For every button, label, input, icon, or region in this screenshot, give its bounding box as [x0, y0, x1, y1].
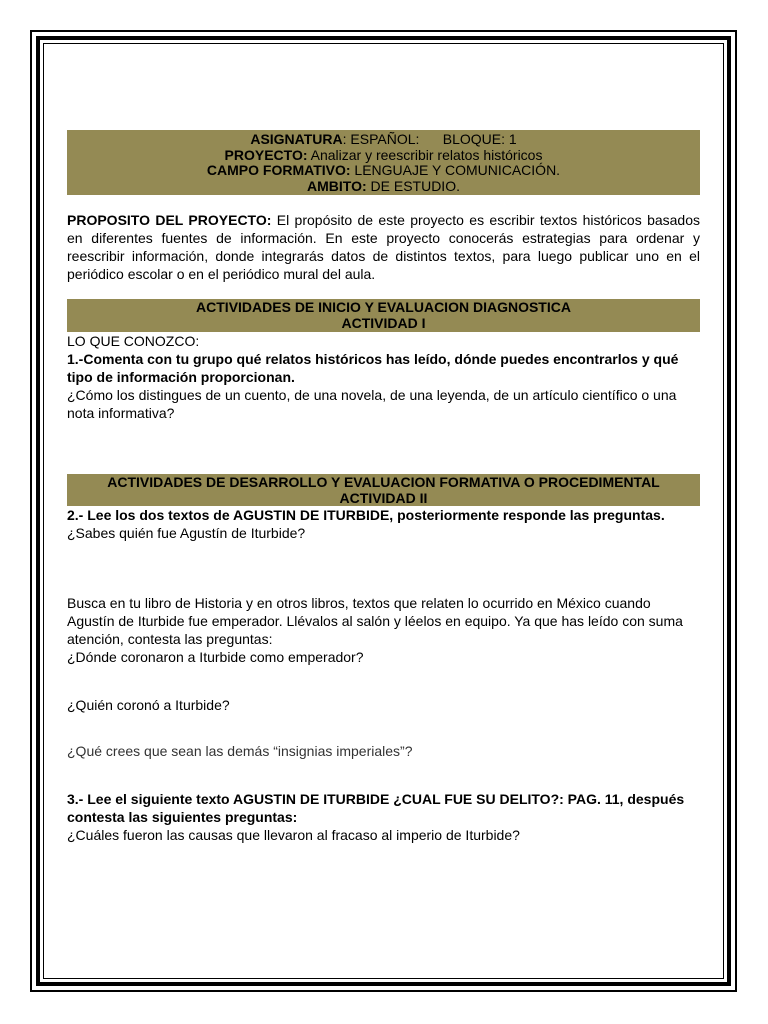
question-2-b: ¿Dónde coronaron a Iturbide como emperador?: [67, 649, 364, 665]
question-3-a: ¿Cuáles fueron las causas que llevaron al fracaso al imperio de Iturbide?: [67, 827, 520, 843]
question-2-c: ¿Quién coronó a Iturbide?: [67, 697, 230, 713]
section2-subtitle: ACTIVIDAD II: [339, 489, 428, 506]
purpose-paragraph: PROPOSITO DEL PROYECTO: El propósito de este proyecto es escribir textos históricos basados en diferentes fuentes de información. En este proyecto conocerás estrategias para ordenar y reescribir información, donde integrarás datos de distintos textos, para luego publicar uno en el periódico escolar o en el periódico mural del aula.: [67, 212, 700, 282]
section1-band: [67, 299, 700, 332]
section1-title: ACTIVIDADES DE INICIO Y EVALUACION DIAGNOSTICA: [196, 299, 571, 315]
section2-band: [67, 474, 700, 506]
section2-title: ACTIVIDADES DE DESARROLLO Y EVALUACION FORMATIVA O PROCEDIMENTAL: [107, 474, 660, 490]
header-band: [67, 130, 700, 195]
question-1: 1.-Comenta con tu grupo qué relatos históricos has leído, dónde puedes encontrarlos y qué tipo de información proporcionan.: [67, 351, 679, 385]
question-3: 3.- Lee el siguiente texto AGUSTIN DE ITURBIDE ¿CUAL FUE SU DELITO?: PAG. 11, después contesta las siguientes preguntas:: [67, 791, 685, 825]
header-line-scope: AMBITO: DE ESTUDIO.: [307, 177, 460, 194]
section1-intro: LO QUE CONOZCO:: [67, 333, 200, 349]
header-line-subject: ASIGNATURA: ESPAÑOL: BLOQUE: 1: [250, 131, 517, 147]
question-1-sub: ¿Cómo los distingues de un cuento, de una novela, de una leyenda, de un artículo científico o una nota informativa?: [67, 387, 677, 421]
header-line-project: PROYECTO: Analizar y reescribir relatos históricos: [224, 146, 543, 163]
question-2-d: ¿Qué crees que sean las demás “insignias imperiales”?: [67, 743, 413, 759]
question-2: 2.- Lee los dos textos de AGUSTIN DE ITURBIDE, posteriormente responde las preguntas.: [67, 507, 665, 523]
question-2-a: ¿Sabes quién fue Agustín de Iturbide?: [67, 525, 306, 541]
document-content: [67, 130, 700, 844]
header-line-field: CAMPO FORMATIVO: LENGUAJE Y COMUNICACIÓN.: [206, 162, 561, 178]
instructions-paragraph: Busca en tu libro de Historia y en otros libros, textos que relaten lo ocurrido en México cuando Agustín de Iturbide fue emperador. Llévalos al salón y léelos en equipo. Ya que has leído con suma atención, contesta las preguntas:: [67, 595, 683, 647]
section1-subtitle: ACTIVIDAD I: [341, 314, 426, 331]
